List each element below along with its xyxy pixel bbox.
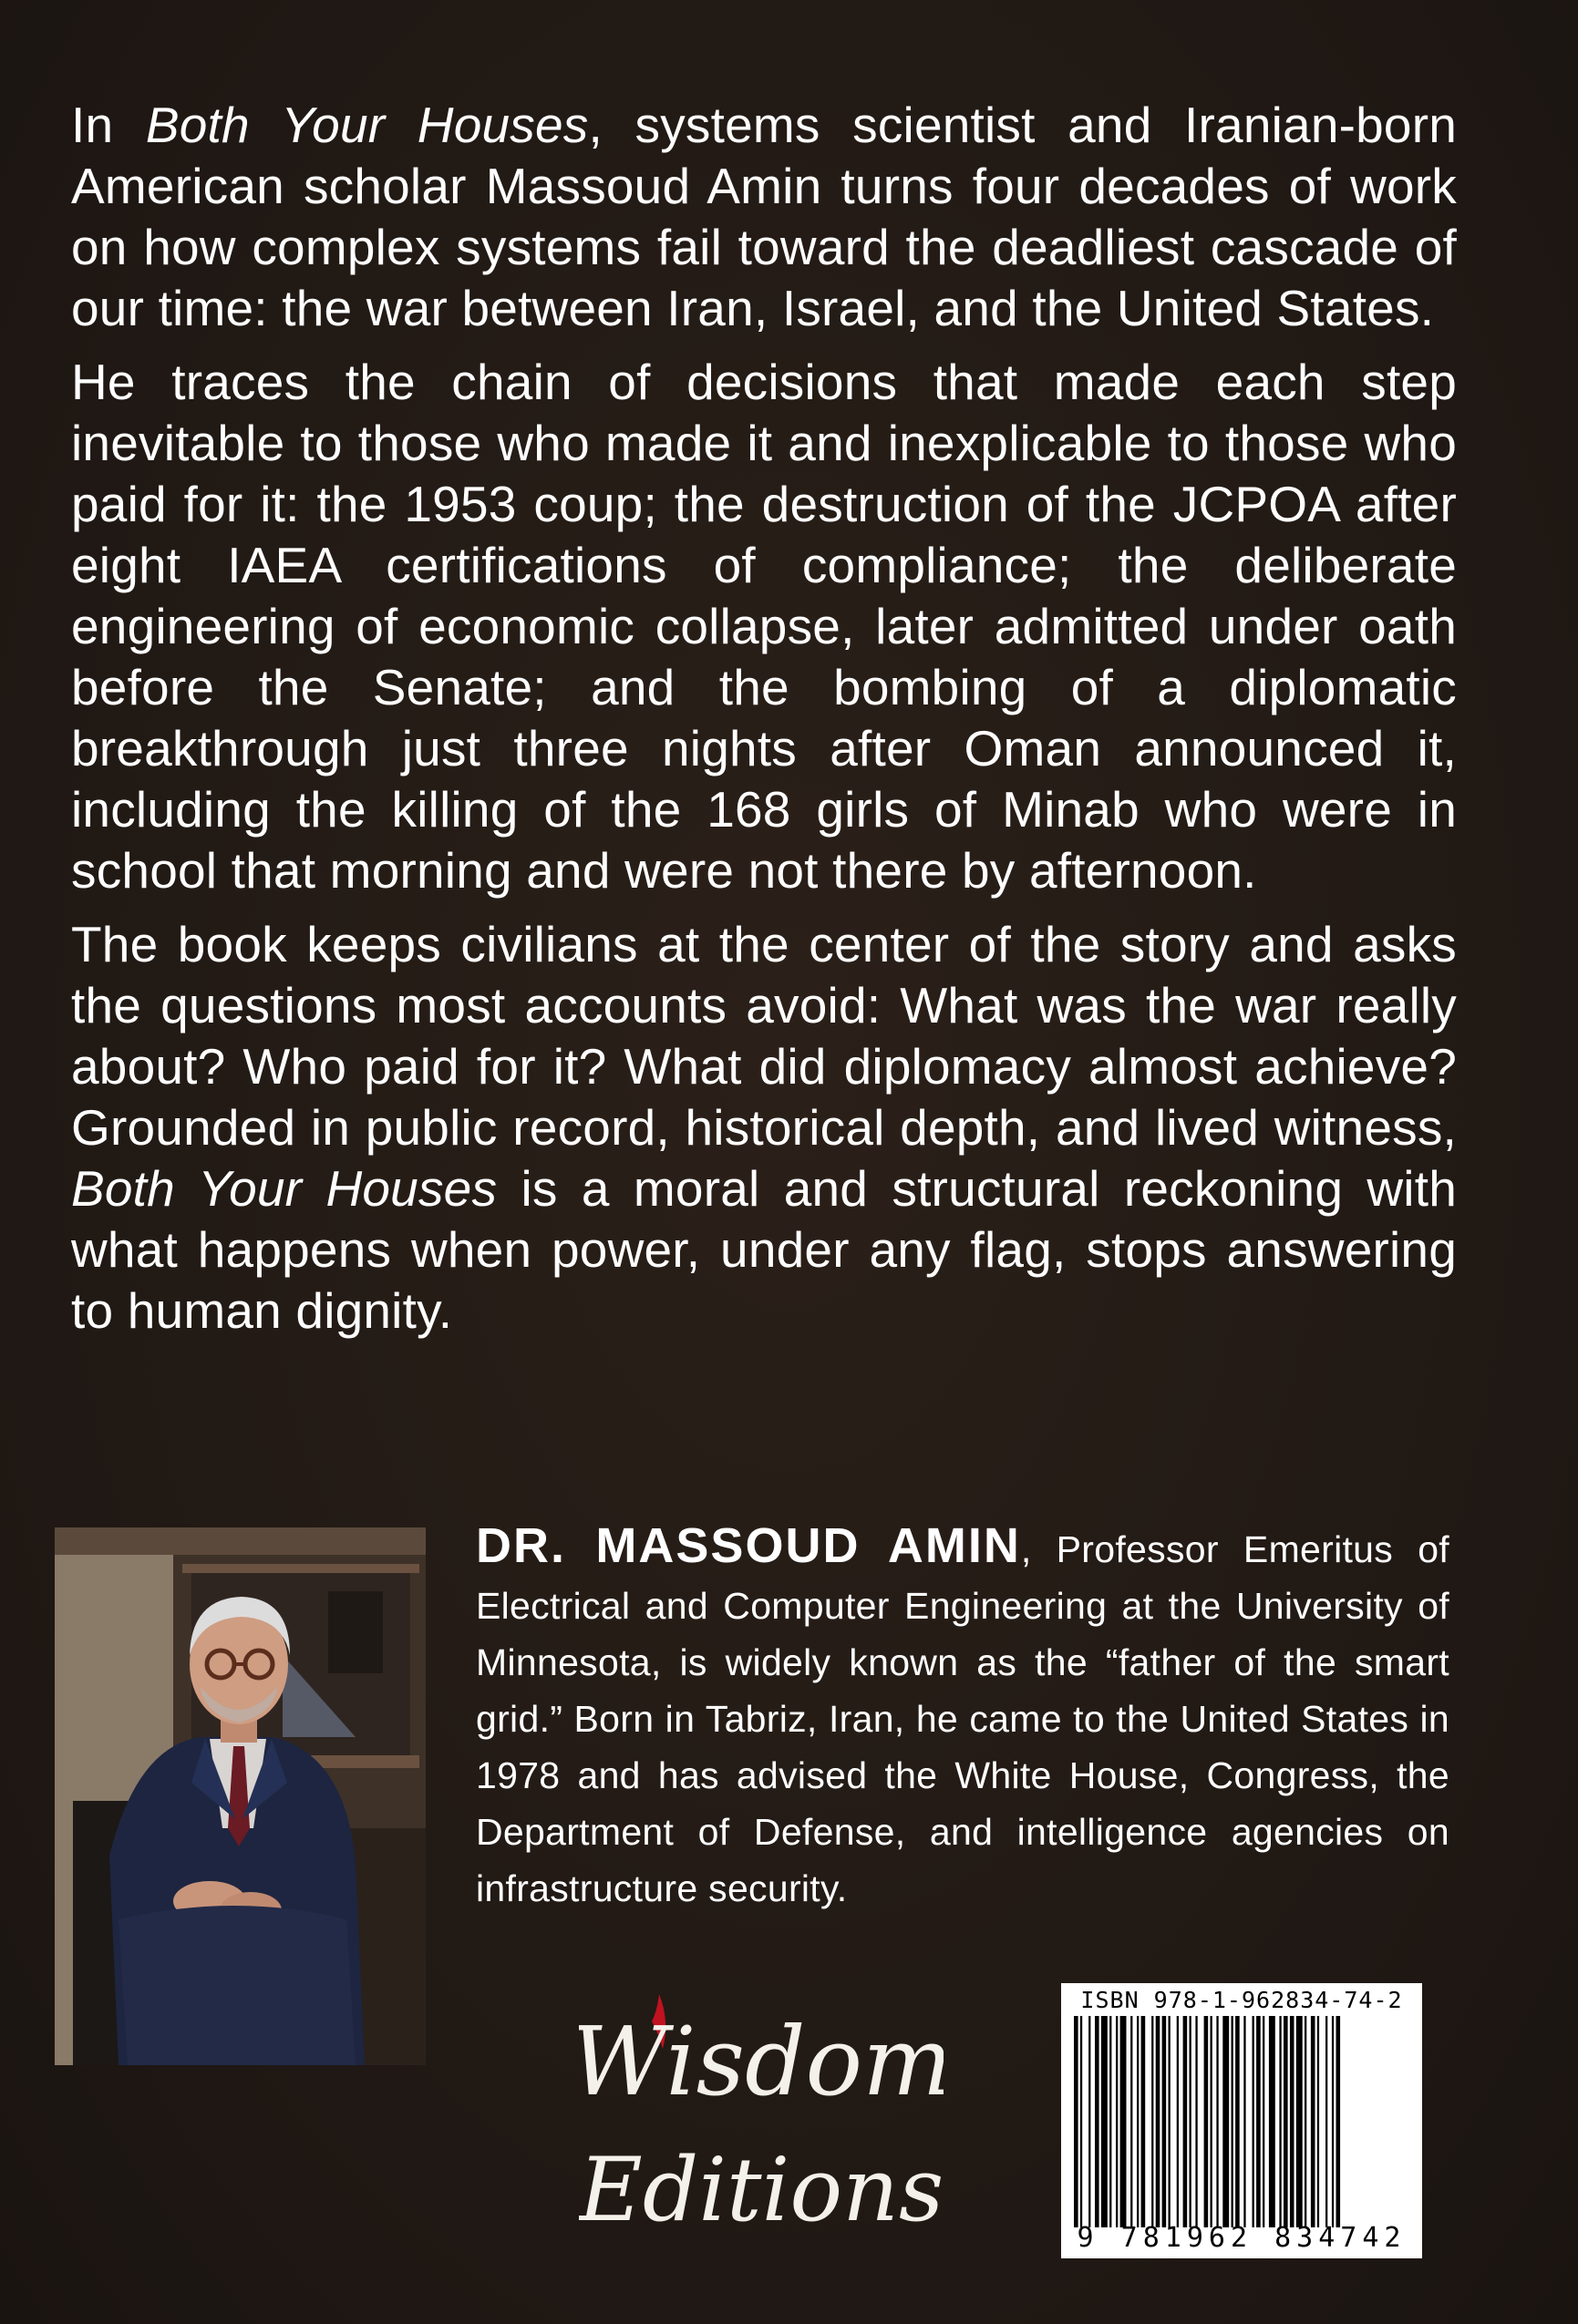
blurb-p1-text: , systems scientist and Iranian-born American scholar Massoud Amin turns four decades of work on how complex systems fail toward the deadliest cascade of our time: the war between Iran, Israel, and the United States. xyxy=(71,97,1458,336)
publisher-line1: Wisdom xyxy=(579,2006,944,2117)
author-photo xyxy=(55,1527,426,2065)
barcode-bar xyxy=(1116,2016,1118,2227)
barcode-bar xyxy=(1141,2016,1146,2227)
author-bio xyxy=(476,1517,1449,1917)
barcode-bar xyxy=(1325,2016,1327,2227)
blurb-paragraph-1 xyxy=(71,95,1457,339)
blurb-paragraph-2: He traces the chain of decisions that made each step inevitable to those who made it and inexplicable to those who paid for it: the 1953 coup; the destruction of the JCPOA after eight IAEA certifications of compliance; the deliberate engineering of economic collapse, later admitted under oath before the Senate; and the bombing of a diplomatic breakthrough just three nights after Oman announced it, including the killing of the 168 girls of Minab who were in school that morning and were not there by afternoon. xyxy=(71,354,1457,899)
blurb-p1-lead: In xyxy=(71,97,114,153)
barcode-bars xyxy=(1074,2016,1409,2227)
barcode-bar xyxy=(1177,2016,1179,2227)
barcode-bar xyxy=(1290,2016,1294,2227)
barcode-bar xyxy=(1211,2016,1212,2227)
barcode-bar xyxy=(1088,2016,1090,2227)
barcode-bar xyxy=(1296,2016,1303,2227)
blurb-p3-lead: The book keeps civilians at the center of the story and asks the questions most accounts avoid: What was the war really about? Who paid for it? What did diplomacy almost achieve? Grounded in public record, historical depth, and lived witness, xyxy=(71,916,1457,1156)
back-cover-blurb xyxy=(71,95,1457,1354)
wisdom-editions-logo xyxy=(579,1985,944,2249)
barcode-bar xyxy=(1195,2016,1197,2227)
publisher-logo xyxy=(579,1985,944,2249)
barcode-bar xyxy=(1269,2016,1275,2227)
barcode-bar xyxy=(1311,2016,1315,2227)
barcode-bar xyxy=(1279,2016,1281,2227)
barcode-bar xyxy=(1253,2016,1254,2227)
barcode-bar xyxy=(1336,2016,1341,2227)
barcode-bar xyxy=(1222,2016,1229,2227)
barcode-bar xyxy=(1317,2016,1319,2227)
barcode-bar xyxy=(1130,2016,1132,2227)
barcode-bar xyxy=(1235,2016,1240,2227)
barcode-bar xyxy=(1151,2016,1153,2227)
barcode-bar xyxy=(1109,2016,1111,2227)
blurb-p3-text: is a moral and structural reckoning with what happens when power, under any flag, stops answering to human dignity. xyxy=(71,1160,1457,1339)
barcode-bar xyxy=(1156,2016,1160,2227)
barcode-bar xyxy=(1169,2016,1171,2227)
barcode-bar xyxy=(1284,2016,1288,2227)
barcode-bar xyxy=(1120,2016,1127,2227)
barcode-bar xyxy=(1162,2016,1167,2227)
barcode-bar xyxy=(1232,2016,1233,2227)
book-title-italic: Both Your Houses xyxy=(71,1160,498,1217)
barcode-bar xyxy=(1216,2016,1218,2227)
barcode-bar xyxy=(1190,2016,1191,2227)
barcode-bar xyxy=(1243,2016,1245,2227)
author-name: DR. MASSOUD AMIN xyxy=(476,1518,1021,1573)
barcode-bar xyxy=(1137,2016,1139,2227)
barcode-bar xyxy=(1256,2016,1261,2227)
publisher-line2: Editions xyxy=(579,2139,944,2241)
barcode-bar xyxy=(1080,2016,1082,2227)
isbn-barcode xyxy=(1061,1983,1422,2258)
author-bio-text: , Professor Emeritus of Electrical and Computer Engineering at the University of Minnesota, is widely known as the “father of the smart grid.” Born in Tabriz, Iran, he came to the United States in 1978 and has advised the White House, Congress, the Department of Defense, and intelligence agencies on infrastructure security. xyxy=(476,1528,1449,1909)
barcode-bar xyxy=(1101,2016,1108,2227)
isbn-label: ISBN 978-1-962834-74-2 xyxy=(1080,1987,1403,2013)
barcode-bar xyxy=(1074,2016,1078,2227)
book-title-italic: Both Your Houses xyxy=(145,97,589,153)
barcode-bar xyxy=(1263,2016,1264,2227)
blurb-paragraph-3 xyxy=(71,914,1457,1342)
barcode-bar xyxy=(1332,2016,1334,2227)
author-portrait-illustration xyxy=(55,1527,426,2065)
barcode-digits: 9 781962 834742 xyxy=(1077,2222,1407,2254)
barcode-bar xyxy=(1305,2016,1306,2227)
barcode-bar xyxy=(1095,2016,1099,2227)
barcode-bar xyxy=(1204,2016,1209,2227)
barcode-bar xyxy=(1183,2016,1188,2227)
